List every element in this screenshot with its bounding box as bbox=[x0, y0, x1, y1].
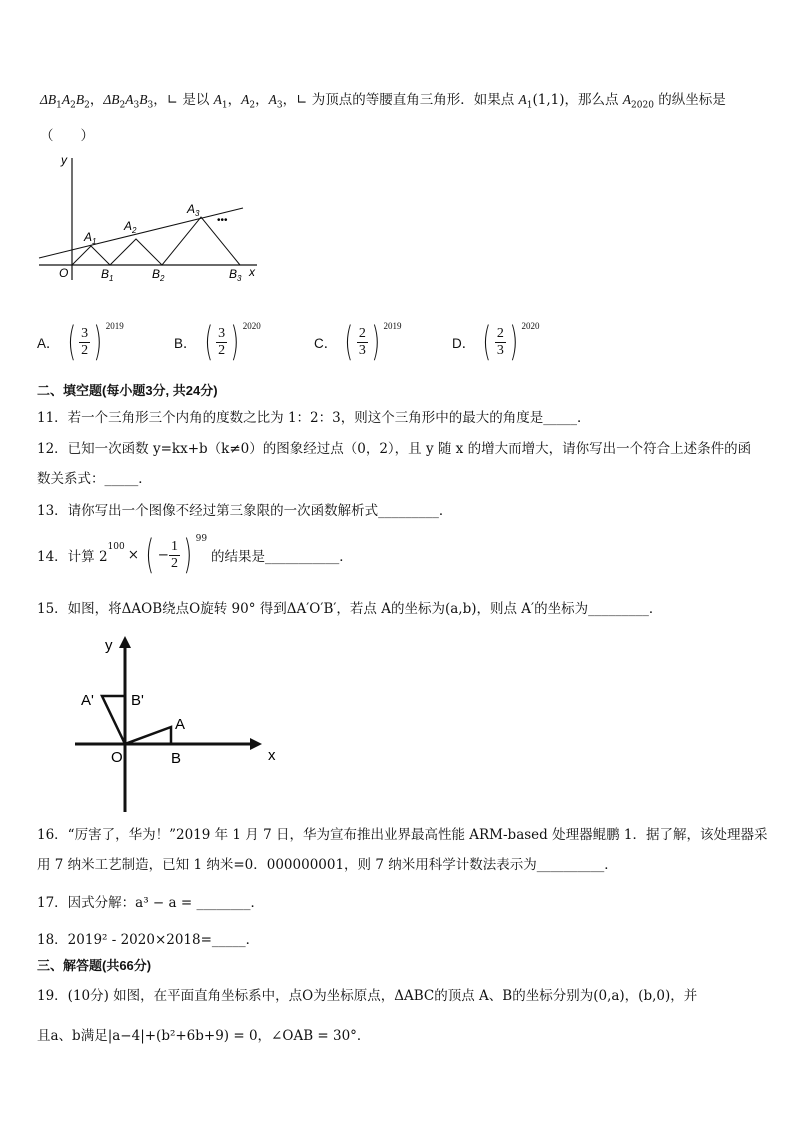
option-b[interactable]: B． ( $\frac{3}{2}$ ) 2020 bbox=[174, 319, 261, 365]
question-13: 13．请你写出一个图像不经过第三象限的一次函数解析式_________． bbox=[37, 503, 453, 519]
a-label: A bbox=[175, 716, 186, 733]
question-19-line1: 19．(10分) 如图，在平面直角坐标系中，点O为坐标原点，ΔABC的顶点 A、B的坐标分别为(0,a)，(b,0)，并 bbox=[37, 988, 698, 1004]
x-label: x bbox=[249, 265, 255, 279]
a1-label: $A_1$ bbox=[84, 230, 97, 246]
q10-figure bbox=[35, 150, 265, 290]
b1-label: $B_1$ bbox=[101, 267, 114, 283]
y-label: y bbox=[105, 637, 113, 654]
origin-label: O bbox=[111, 749, 123, 766]
q10-line1: $\Delta B_1A_2B_2$，$\Delta B_2A_3B_3$，∟ 是以 $A_1$，$A_2$，$A_3$，∟ 为顶点的等腰直角三角形．如果点 $A_1(1,1)$，那么点 $A_{2020}$ 的纵坐标是 bbox=[40, 92, 726, 111]
triangle-apobp bbox=[102, 696, 125, 744]
option-d[interactable]: D． ( $\frac{2}{3}$ ) 2020 bbox=[452, 319, 540, 365]
ellipsis: ••• bbox=[217, 215, 228, 226]
a-prime-label: A' bbox=[81, 692, 94, 709]
b-prime-label: B' bbox=[131, 692, 144, 709]
option-a[interactable]: A． ( $\frac{3}{2}$ ) 2019 bbox=[37, 319, 124, 365]
question-12-line1: 12．已知一次函数 y=kx+b（k≠0）的图象经过点（0，2），且 y 随 x 的增大而增大，请你写出一个符合上述条件的函 bbox=[37, 441, 752, 457]
y-arrow-icon bbox=[119, 636, 131, 648]
y-label: y bbox=[61, 153, 67, 167]
b3-label: $B_3$ bbox=[229, 267, 242, 283]
question-14: 14．计算 2 $^{100}$ × ( − $\frac{1}{2}$ ) $^{99}$ 的结果是___________． bbox=[37, 532, 353, 578]
question-18: 18．2019² - 2020×2018=_____． bbox=[37, 932, 260, 948]
question-17: 17．因式分解：a³ − a = ________． bbox=[37, 895, 264, 911]
b-label: B bbox=[171, 750, 182, 767]
q10-answer-paren: （ ） bbox=[40, 128, 94, 144]
question-16-line2: 用 7 纳米工艺制造，已知 1 纳米=0．000000001，则 7 纳米用科学计数法表示为__________． bbox=[37, 857, 618, 873]
triangle-chain bbox=[72, 217, 240, 265]
slant-line bbox=[39, 208, 243, 258]
a2-label: $A_2$ bbox=[124, 219, 137, 235]
question-12-line2: 数关系式：_____． bbox=[37, 471, 152, 487]
origin-label: O bbox=[59, 266, 69, 280]
x-arrow-icon bbox=[250, 738, 262, 750]
section-3-title: 三、解答题(共66分) bbox=[37, 958, 152, 973]
question-11: 11．若一个三角形三个内角的度数之比为 1：2：3，则这个三角形中的最大的角度是_____． bbox=[37, 410, 591, 426]
x-label: x bbox=[268, 747, 276, 764]
q15-figure bbox=[70, 632, 290, 817]
b2-label: $B_2$ bbox=[152, 267, 165, 283]
question-15: 15．如图，将ΔAOB绕点O旋转 90° 得到ΔA′O′B′，若点 A的坐标为(a,b)，则点 A′的坐标为_________． bbox=[37, 601, 663, 617]
section-2-title: 二、填空题(每小题3分, 共24分) bbox=[37, 383, 218, 398]
question-19-line2: 且a、b满足|a−4|+(b²+6b+9) = 0，∠OAB = 30°． bbox=[37, 1028, 371, 1044]
question-16-line1: 16．“厉害了，华为！”2019 年 1 月 7 日，华为宣布推出业界最高性能 ARM-based 处理器鲲鹏 1．据了解，该处理器采 bbox=[37, 827, 768, 843]
triangle-aob bbox=[125, 727, 171, 744]
a3-label: $A_3$ bbox=[187, 202, 200, 218]
option-c[interactable]: C． ( $\frac{2}{3}$ ) 2019 bbox=[314, 319, 402, 365]
